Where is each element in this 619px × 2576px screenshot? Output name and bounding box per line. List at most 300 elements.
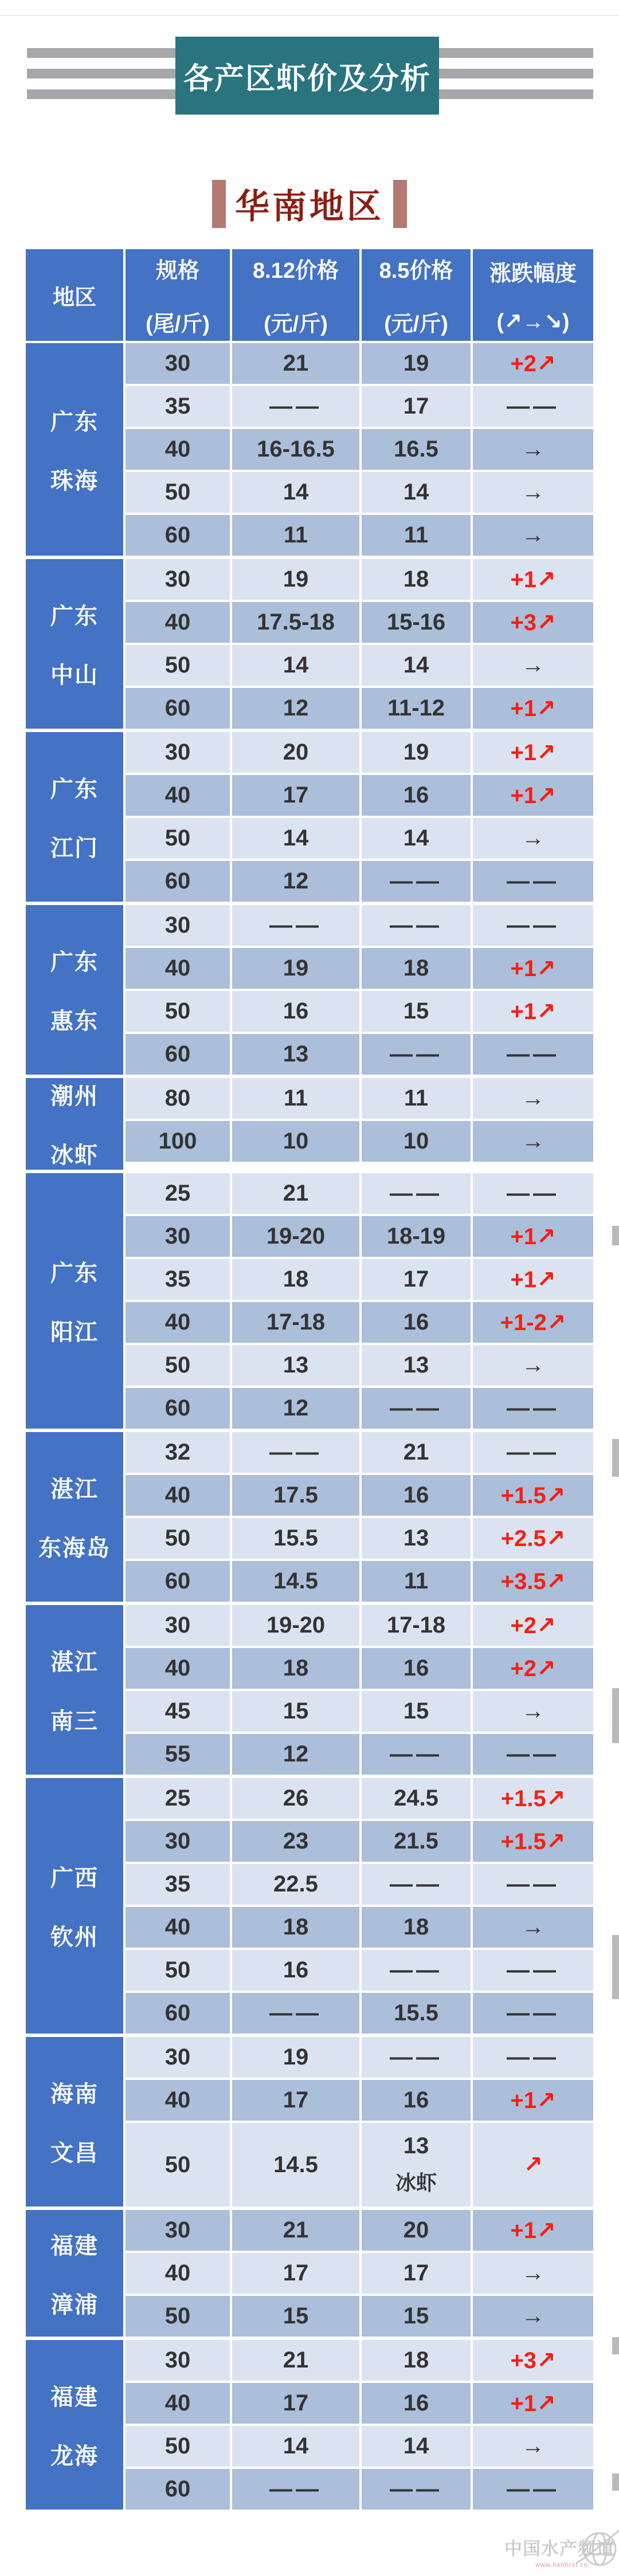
- cell-value: +1↗: [510, 782, 556, 808]
- table-header-row: [26, 249, 593, 341]
- cell-spec: [126, 861, 230, 902]
- table-section: [26, 1778, 593, 2034]
- cell-price-85: [362, 2080, 471, 2121]
- region-name-line: 广东: [50, 777, 99, 802]
- cell-change: [473, 1216, 593, 1257]
- cell-price-812: [232, 1821, 359, 1862]
- cell-price-812: [232, 1034, 359, 1075]
- cell-price-85: [362, 1302, 471, 1343]
- table-section: [26, 2340, 593, 2510]
- cell-value: 30: [164, 567, 191, 592]
- cell-price-85: [362, 818, 471, 859]
- cell-price-812: [232, 1078, 359, 1119]
- cell-value: 19-20: [266, 1613, 326, 1638]
- cell-value: 23: [283, 1828, 309, 1854]
- cell-spec: [126, 1734, 230, 1775]
- cell-value: +3↗: [510, 609, 556, 635]
- cell-change: [473, 2123, 593, 2207]
- cell-value: ——: [390, 1871, 442, 1897]
- cell-value: 55: [164, 1741, 191, 1767]
- cell-value: +1↗: [510, 567, 556, 592]
- cell-price-812: [232, 1216, 359, 1257]
- cell-value: +1↗: [510, 2087, 556, 2113]
- cell-price-812: [232, 1950, 359, 1991]
- cell-change: [473, 429, 593, 470]
- cell-spec: [126, 1216, 230, 1257]
- region-rows: [126, 1432, 593, 1602]
- table-section: [26, 1078, 593, 1170]
- cell-price-85: [362, 343, 471, 384]
- cell-price-85: [362, 2340, 471, 2381]
- region-cell: [26, 2210, 123, 2337]
- cell-value: ——: [390, 1181, 442, 1206]
- cell-value: +2.5↗: [500, 1525, 566, 1551]
- cell-price-85: [362, 2426, 471, 2467]
- cell-value: 14: [283, 479, 309, 505]
- cell-spec: [126, 1561, 230, 1602]
- region-cell: [26, 732, 123, 902]
- data-row: [126, 1078, 593, 1119]
- cell-spec: [126, 515, 230, 556]
- cell-value: 15: [403, 998, 429, 1024]
- cell-change: [473, 1173, 593, 1214]
- table-section: [26, 2210, 593, 2337]
- region-cell: [26, 905, 123, 1075]
- banner-title: 各产区虾价及分析: [183, 62, 431, 96]
- data-row: [126, 1121, 593, 1162]
- cell-value: ——: [507, 394, 559, 419]
- cell-value: ——: [390, 868, 442, 894]
- region-rows: [126, 1078, 593, 1170]
- data-row: [126, 1388, 593, 1429]
- cell-change: [473, 905, 593, 946]
- cell-value: 19: [283, 2044, 309, 2070]
- cell-price-85: [362, 1432, 471, 1473]
- cell-value: 30: [164, 740, 191, 765]
- cell-change: [473, 1259, 593, 1300]
- cell-value: 40: [164, 1655, 191, 1681]
- region-cell: [26, 2340, 123, 2510]
- cell-value: 50: [164, 1957, 191, 1983]
- cell-value: 17.5-18: [257, 609, 335, 635]
- data-row: [126, 1259, 593, 1300]
- cell-change: [473, 1734, 593, 1775]
- table-section: [26, 559, 593, 729]
- cell-price-812: [232, 559, 359, 600]
- cell-change: [473, 1605, 593, 1646]
- cell-value: 10: [403, 1128, 429, 1154]
- cell-spec: [126, 2340, 230, 2381]
- cell-price-85: [362, 2210, 471, 2251]
- cell-spec: [126, 1778, 230, 1819]
- cell-change: [473, 559, 593, 600]
- region-name-line: 中山: [50, 663, 99, 688]
- cell-value: 14.5: [273, 2152, 318, 2177]
- scrollbar-thumb[interactable]: [612, 1439, 619, 1477]
- cell-value: 25: [164, 1181, 191, 1206]
- cell-spec: [126, 2253, 230, 2294]
- data-row: [126, 732, 593, 773]
- cell-value: 50: [164, 1352, 191, 1378]
- region-cell: [26, 559, 123, 729]
- header-cell-spec: [126, 249, 230, 341]
- cell-value: 12: [283, 868, 309, 894]
- cell-price-85: [362, 688, 471, 729]
- scrollbar-thumb[interactable]: [612, 2473, 619, 2491]
- data-row: [126, 1302, 593, 1343]
- cell-change: [473, 645, 593, 686]
- cell-value: 14: [283, 2433, 309, 2459]
- cell-price-85: [362, 1821, 471, 1862]
- price-table: [26, 249, 593, 2513]
- cell-value: 18-19: [386, 1224, 446, 1249]
- cell-value: ——: [390, 1395, 442, 1421]
- cell-price-812: [232, 2426, 359, 2467]
- cell-value: 40: [164, 2087, 191, 2113]
- cell-value: 19: [403, 740, 429, 765]
- cell-value: 13: [403, 2133, 429, 2158]
- region-name-line: 惠东: [50, 1009, 99, 1034]
- cell-price-85: [362, 645, 471, 686]
- cell-price-812: [232, 602, 359, 643]
- cell-change: [473, 2296, 593, 2337]
- region-rows: [126, 1173, 593, 1429]
- cell-value: 17-18: [266, 1309, 326, 1335]
- cell-change: [473, 1993, 593, 2034]
- cell-change: [473, 732, 593, 773]
- cell-value: 17: [283, 2260, 309, 2286]
- data-row: [126, 861, 593, 902]
- region-name-line: 福建: [50, 2385, 99, 2410]
- region-name-line: 广东: [50, 1261, 99, 1286]
- cell-change: [473, 1907, 593, 1948]
- cell-price-812: [232, 1605, 359, 1646]
- cell-value: →: [522, 522, 544, 548]
- watermark: [504, 2534, 619, 2571]
- region-rows: [126, 2037, 593, 2207]
- cell-price-85: [362, 1475, 471, 1516]
- cell-change: [473, 2383, 593, 2424]
- cell-value: 17: [283, 2390, 309, 2416]
- cell-value: 16: [403, 1655, 429, 1681]
- cell-price-85: [362, 559, 471, 600]
- table-section: [26, 1173, 593, 1429]
- cell-price-812: [232, 991, 359, 1032]
- cell-value: 17: [283, 2087, 309, 2113]
- cell-value: ——: [390, 2044, 442, 2070]
- scrollbar-thumb[interactable]: [612, 1935, 619, 1999]
- cell-spec: [126, 2080, 230, 2121]
- cell-value: 30: [164, 1613, 191, 1638]
- cell-value: 10: [283, 1128, 309, 1154]
- cell-value: +1↗: [510, 955, 556, 981]
- cell-change: [473, 1475, 593, 1516]
- header-cell-change: [473, 249, 593, 341]
- cell-value: 12: [283, 1395, 309, 1421]
- cell-spec: [126, 429, 230, 470]
- cell-value: +2↗: [510, 351, 556, 376]
- cell-price-85: [362, 775, 471, 816]
- region-cell: [26, 1078, 123, 1170]
- cell-value: 60: [164, 1395, 191, 1421]
- top-divider-line: [0, 15, 619, 16]
- data-row: [126, 472, 593, 513]
- cell-spec: [126, 1864, 230, 1905]
- cell-value: 16: [403, 2087, 429, 2113]
- cell-price-85: [362, 2469, 471, 2510]
- cell-price-85: [362, 1993, 471, 2034]
- cell-spec: [126, 2426, 230, 2467]
- data-row: [126, 905, 593, 946]
- cell-value: 50: [164, 825, 191, 851]
- header-cell-price-812: [232, 249, 359, 341]
- cell-spec: [126, 472, 230, 513]
- region-name-line: 湛江: [50, 1477, 99, 1502]
- section-bar-right: [393, 180, 407, 228]
- cell-value: ——: [390, 1957, 442, 1983]
- region-name-line: 珠海: [50, 468, 99, 494]
- cell-change: [473, 2080, 593, 2121]
- cell-value: 50: [164, 998, 191, 1024]
- cell-value: 40: [164, 1309, 191, 1335]
- scrollbar-thumb[interactable]: [612, 1688, 619, 1743]
- cell-spec: [126, 343, 230, 384]
- cell-price-812: [232, 2340, 359, 2381]
- header-unit: (元/斤): [264, 312, 328, 336]
- data-row: [126, 2037, 593, 2078]
- cell-value: +1↗: [510, 695, 556, 721]
- cell-price-812: [232, 2210, 359, 2251]
- cell-value: 40: [164, 1482, 191, 1508]
- data-row: [126, 1561, 593, 1602]
- cell-value: 15: [283, 1698, 309, 1724]
- cell-price-85: [362, 1034, 471, 1075]
- cell-value: 21: [283, 2347, 309, 2373]
- cell-price-85: [362, 905, 471, 946]
- region-cell: [26, 1432, 123, 1602]
- banner-box: [175, 37, 439, 115]
- header-unit: (↗→↘): [496, 310, 570, 334]
- cell-price-812: [232, 1475, 359, 1516]
- cell-price-812: [232, 1648, 359, 1689]
- data-row: [126, 2210, 593, 2251]
- cell-spec: [126, 948, 230, 989]
- cell-value: +1-2↗: [500, 1309, 566, 1335]
- cell-price-85: [362, 2123, 471, 2207]
- cell-value: 35: [164, 1267, 191, 1292]
- cell-value: 17: [403, 394, 429, 419]
- cell-value: 24.5: [394, 1785, 438, 1811]
- region-cell: [26, 1173, 123, 1429]
- data-row: [126, 1345, 593, 1386]
- cell-value: 19: [283, 955, 309, 981]
- cell-value: →: [522, 436, 544, 462]
- cell-value: ——: [390, 2476, 442, 2502]
- region-rows: [126, 732, 593, 902]
- cell-value: 14.5: [273, 1568, 318, 1594]
- cell-price-812: [232, 2037, 359, 2078]
- cell-price-812: [232, 1778, 359, 1819]
- cell-price-812: [232, 1518, 359, 1559]
- region-name-line: 阳江: [50, 1320, 99, 1345]
- cell-value: 18: [283, 1914, 309, 1940]
- cell-price-85: [362, 515, 471, 556]
- cell-spec: [126, 818, 230, 859]
- title-banner: [0, 23, 619, 126]
- cell-value: 11: [283, 1086, 308, 1111]
- cell-change: [473, 948, 593, 989]
- cell-value: 14: [403, 652, 429, 678]
- cell-value: ——: [507, 1041, 559, 1067]
- data-row: [126, 1648, 593, 1689]
- cell-price-812: [232, 2080, 359, 2121]
- cell-price-85: [362, 991, 471, 1032]
- cell-change: [473, 515, 593, 556]
- region-name-line: 冰虾: [50, 1143, 99, 1168]
- cell-change: [473, 1518, 593, 1559]
- cell-value: 18: [403, 1914, 429, 1940]
- cell-value: 11: [283, 522, 308, 548]
- table-section: [26, 1605, 593, 1775]
- cell-value: 17.5: [273, 1482, 318, 1508]
- cell-value: ——: [507, 1957, 559, 1983]
- section-header: [0, 178, 619, 230]
- cell-value: 60: [164, 522, 191, 548]
- cell-value: →: [522, 1086, 544, 1111]
- cell-value: 20: [403, 2217, 429, 2243]
- cell-price-812: [232, 1691, 359, 1732]
- cell-value: →: [522, 1352, 544, 1378]
- data-row: [126, 2383, 593, 2424]
- cell-price-85: [362, 472, 471, 513]
- cell-value: 26: [283, 1785, 309, 1811]
- cell-value: ——: [390, 1741, 442, 1767]
- cell-spec: [126, 1302, 230, 1343]
- cell-value: 13: [283, 1041, 309, 1067]
- cell-value: 40: [164, 436, 191, 462]
- data-row: [126, 429, 593, 470]
- region-name-line: 广东: [50, 950, 99, 975]
- cell-price-812: [232, 645, 359, 686]
- cell-change: [473, 1648, 593, 1689]
- cell-price-812: [232, 1432, 359, 1473]
- cell-change: [473, 2037, 593, 2078]
- cell-change: [473, 2253, 593, 2294]
- cell-value: +1↗: [510, 2217, 556, 2243]
- cell-spec: [126, 1388, 230, 1429]
- cell-change: [473, 1821, 593, 1862]
- cell-value: →: [522, 1914, 544, 1940]
- region-rows: [126, 2340, 593, 2510]
- cell-spec: [126, 905, 230, 946]
- cell-value: 11-12: [387, 695, 445, 721]
- cell-price-85: [362, 386, 471, 427]
- cell-change: [473, 1388, 593, 1429]
- region-rows: [126, 1605, 593, 1775]
- cell-spec: [126, 2123, 230, 2207]
- section-bar-left: [212, 180, 226, 228]
- cell-value: 16: [403, 1309, 429, 1335]
- cell-value: 19-20: [266, 1224, 326, 1249]
- cell-spec: [126, 386, 230, 427]
- cell-value: +1↗: [510, 740, 556, 765]
- data-row: [126, 1821, 593, 1862]
- cell-spec: [126, 1648, 230, 1689]
- cell-value: 15: [283, 2303, 309, 2329]
- region-name-line: 东海岛: [38, 1536, 111, 1561]
- cell-spec: [126, 688, 230, 729]
- cell-value: 17-18: [386, 1613, 446, 1638]
- cell-price-812: [232, 732, 359, 773]
- cell-value: 18: [403, 567, 429, 592]
- cell-value: +1↗: [510, 1224, 556, 1249]
- cell-change: [473, 2426, 593, 2467]
- cell-price-812: [232, 775, 359, 816]
- header-unit: (尾/斤): [146, 312, 210, 336]
- data-row: [126, 2080, 593, 2121]
- cell-value: ——: [507, 2044, 559, 2070]
- cell-price-812: [232, 1345, 359, 1386]
- cell-change: [473, 386, 593, 427]
- cell-price-812: [232, 1864, 359, 1905]
- cell-value: 40: [164, 609, 191, 635]
- cell-price-85: [362, 1864, 471, 1905]
- cell-change: [473, 1432, 593, 1473]
- cell-value: 17: [403, 1267, 429, 1292]
- cell-spec: [126, 2383, 230, 2424]
- header-label: 8.12价格: [253, 259, 339, 283]
- cell-spec: [126, 1993, 230, 2034]
- cell-value: 60: [164, 1568, 191, 1594]
- cell-value: 13: [283, 1352, 309, 1378]
- cell-value: 60: [164, 695, 191, 721]
- cell-value: 15.5: [273, 1525, 318, 1551]
- region-rows: [126, 905, 593, 1075]
- scrollbar-thumb[interactable]: [612, 2337, 619, 2354]
- cell-price-812: [232, 472, 359, 513]
- cell-value: ——: [390, 913, 442, 938]
- cell-price-85: [362, 1259, 471, 1300]
- cell-price-812: [232, 1388, 359, 1429]
- cell-price-85: [362, 1950, 471, 1991]
- cell-price-812: [232, 2296, 359, 2337]
- cell-value: 15: [403, 2303, 429, 2329]
- data-row: [126, 559, 593, 600]
- cell-value: 21: [403, 1440, 429, 1465]
- cell-value: 35: [164, 394, 191, 419]
- cell-price-85: [362, 1734, 471, 1775]
- cell-price-812: [232, 1302, 359, 1343]
- cell-value: +2↗: [510, 1613, 556, 1638]
- cell-change: [473, 472, 593, 513]
- cell-price-812: [232, 948, 359, 989]
- cell-value: 13: [403, 1525, 429, 1551]
- table-section: [26, 1432, 593, 1602]
- cell-value: +3↗: [510, 2347, 556, 2373]
- region-cell: [26, 2037, 123, 2207]
- cell-value: 18: [403, 2347, 429, 2373]
- scrollbar-thumb[interactable]: [612, 1226, 619, 1245]
- cell-price-812: [232, 1993, 359, 2034]
- cell-value: 11: [403, 1568, 429, 1594]
- cell-value: ——: [507, 1181, 559, 1206]
- cell-value: 17: [283, 782, 309, 808]
- region-rows: [126, 2210, 593, 2337]
- cell-value: +2↗: [510, 1655, 556, 1681]
- data-row: [126, 2253, 593, 2294]
- cell-value: 30: [164, 1224, 191, 1249]
- cell-value: 16: [283, 998, 309, 1024]
